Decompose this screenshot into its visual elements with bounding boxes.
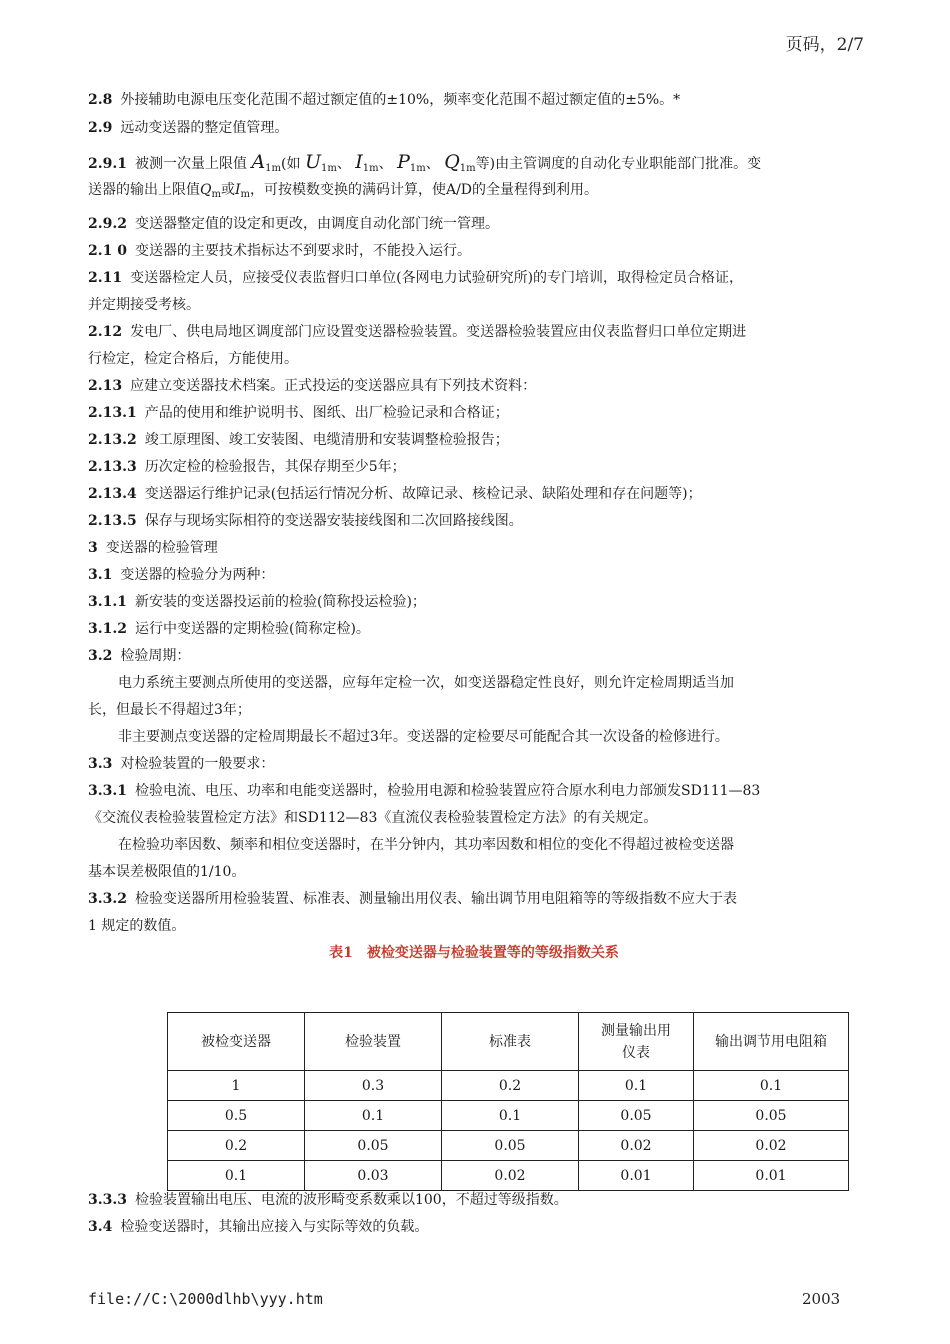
grade-index-table xyxy=(167,1012,849,1191)
document-body-after-table xyxy=(88,1192,860,1235)
clause-3-1-2: 3.1.2 运行中变送器的定期检验(简称定检)。 xyxy=(88,621,370,637)
table-caption: 表1 被检变送器与检验装置等的等级指数关系 xyxy=(329,945,619,961)
table-cell: 0.02 xyxy=(579,1131,694,1161)
table-row xyxy=(168,1131,849,1161)
math-U: U xyxy=(304,151,321,173)
table-cell: 0.01 xyxy=(694,1161,849,1191)
clause-3-4: 3.4 检验变送器时，其输出应接入与实际等效的负载。 xyxy=(88,1219,429,1235)
clause-2-13-1: 2.13.1 产品的使用和维护说明书、图纸、出厂检验记录和合格证； xyxy=(88,405,509,421)
table-row xyxy=(168,1071,849,1101)
header-cell: 被检变送器 xyxy=(168,1013,305,1071)
paragraph-3-2-a: 电力系统主要测点所使用的变送器，应每年定检一次，如变送器稳定性良好，则允许定检周期适当加 xyxy=(118,675,734,691)
paragraph-3-2-b: 长，但最长不得超过3年； xyxy=(88,702,251,718)
clause-2-13-4: 2.13.4 变送器运行维护记录(包括运行情况分析、故障记录、核检记录、缺陷处理和存在问题等)； xyxy=(88,486,702,502)
clause-2-13-2: 2.13.2 竣工原理图、竣工安装图、电缆清册和安装调整检验报告； xyxy=(88,432,509,448)
clause-2-13-3: 2.13.3 历次定检的检验报告，其保存期至少5年； xyxy=(88,459,406,475)
table-cell: 0.2 xyxy=(442,1071,579,1101)
clause-3-3-1: 3.3.1 检验电流、电压、功率和电能变送器时，检验用电源和检验装置应符合原水利电力部颁发SD111—83 xyxy=(88,783,761,799)
clause-2-12-cont: 行检定，检定合格后，方能使用。 xyxy=(88,351,298,367)
table-cell: 1 xyxy=(168,1071,305,1101)
math-Qm: Q xyxy=(200,182,212,198)
clause-2-13-5: 2.13.5 保存与现场实际相符的变送器安装接线图和二次回路接线图。 xyxy=(88,513,523,529)
clause-3-1: 3.1 变送器的检验分为两种： xyxy=(88,567,275,583)
math-A: A xyxy=(251,151,266,173)
paragraph-3-3-1-c: 在检验功率因数、频率和相位变送器时，在半分钟内，其功率因数和相位的变化不得超过被检变送器 xyxy=(118,837,734,853)
header-cell: 测量输出用 仪表 xyxy=(579,1013,694,1071)
header-cell: 输出调节用电阻箱 xyxy=(694,1013,849,1071)
table-cell: 0.05 xyxy=(442,1131,579,1161)
header-cell: 检验装置 xyxy=(305,1013,442,1071)
clause-3-3: 3.3 对检验装置的一般要求： xyxy=(88,756,275,772)
paragraph-3-2-c: 非主要测点变送器的定检周期最长不超过3年。变送器的定检要尽可能配合其一次设备的检修进行。 xyxy=(118,729,729,745)
clause-2-11-cont: 并定期接受考核。 xyxy=(88,297,200,313)
table-cell: 0.02 xyxy=(694,1131,849,1161)
math-Q: Q xyxy=(444,151,460,173)
table-cell: 0.5 xyxy=(168,1101,305,1131)
table-cell: 0.05 xyxy=(694,1101,849,1131)
section-3: 3 变送器的检验管理 xyxy=(88,540,218,556)
table-cell: 0.1 xyxy=(168,1161,305,1191)
page-number: 页码，2/7 xyxy=(785,35,864,55)
table-cell: 0.2 xyxy=(168,1131,305,1161)
clause-2-12: 2.12 发电厂、供电局地区调度部门应设置变送器检验装置。变送器检验装置应由仪表监督归口单位定期进 xyxy=(88,324,747,340)
clause-2-10: 2.1 0 变送器的主要技术指标达不到要求时，不能投入运行。 xyxy=(88,243,471,259)
table-cell: 0.02 xyxy=(442,1161,579,1191)
math-Im: I xyxy=(234,182,241,198)
table-row xyxy=(168,1161,849,1191)
clause-2-13: 2.13 应建立变送器技术档案。正式投运的变送器应具有下列技术资料： xyxy=(88,378,537,394)
math-I: I xyxy=(355,151,363,173)
table-cell: 0.3 xyxy=(305,1071,442,1101)
math-P: P xyxy=(397,151,410,173)
footer-year: 2003 xyxy=(802,1290,841,1308)
table-cell: 0.05 xyxy=(305,1131,442,1161)
clause-2-9-1: 2.9.1 被测一次量上限值 $A_{1m}$(如 $U_{1m}$、 $I_{1m}$、 $P_{1m}$、 $Q_{1m}$等)由主管调度的自动化专业职能部门批准。变 xyxy=(88,151,762,174)
clause-2-8: 2.8 外接辅助电源电压变化范围不超过额定值的±10%，频率变化范围不超过额定值的±5%。* xyxy=(88,92,681,108)
clause-2-11: 2.11 变送器检定人员，应接受仪表监督归口单位(各网电力试验研究所)的专门培训，取得检定员合格证， xyxy=(88,270,744,286)
clause-3-3-1-cont: 《交流仪表检验装置检定方法》和SD112—83《直流仪表检验装置检定方法》的有关规定。 xyxy=(88,810,658,826)
clause-2-9-2: 2.9.2 变送器整定值的设定和更改，由调度自动化部门统一管理。 xyxy=(88,216,499,232)
table-cell: 0.1 xyxy=(694,1071,849,1101)
table-cell: 0.1 xyxy=(305,1101,442,1131)
clause-2-9: 2.9 远动变送器的整定值管理。 xyxy=(88,120,289,136)
clause-3-1-1: 3.1.1 新安装的变送器投运前的检验(简称投运检验)； xyxy=(88,594,426,610)
table-cell: 0.01 xyxy=(579,1161,694,1191)
footer-file-path: file://C:\2000dlhb\yyy.htm xyxy=(88,1290,323,1308)
clause-3-2: 3.2 检验周期： xyxy=(88,648,191,664)
table-cell: 0.1 xyxy=(579,1071,694,1101)
table-cell: 0.05 xyxy=(579,1101,694,1131)
table-cell: 0.1 xyxy=(442,1101,579,1131)
clause-2-9-1-cont: 送器的输出上限值$Q_m$或$I_m$，可按模数变换的满码计算，使A/D的全量程得到利用。 xyxy=(88,182,599,200)
clause-3-3-2-cont: 1 规定的数值。 xyxy=(88,918,186,934)
paragraph-3-3-1-d: 基本误差极限值的1/10。 xyxy=(88,864,246,880)
table-cell: 0.03 xyxy=(305,1161,442,1191)
document-body xyxy=(88,88,860,961)
header-cell: 标准表 xyxy=(442,1013,579,1071)
clause-3-3-2: 3.3.2 检验变送器所用检验装置、标准表、测量输出用仪表、输出调节用电阻箱等的等级指数不应大于表 xyxy=(88,891,737,907)
table-header-row xyxy=(168,1013,849,1071)
clause-3-3-3: 3.3.3 检验装置输出电压、电流的波形畸变系数乘以100，不超过等级指数。 xyxy=(88,1192,568,1208)
table-row xyxy=(168,1101,849,1131)
